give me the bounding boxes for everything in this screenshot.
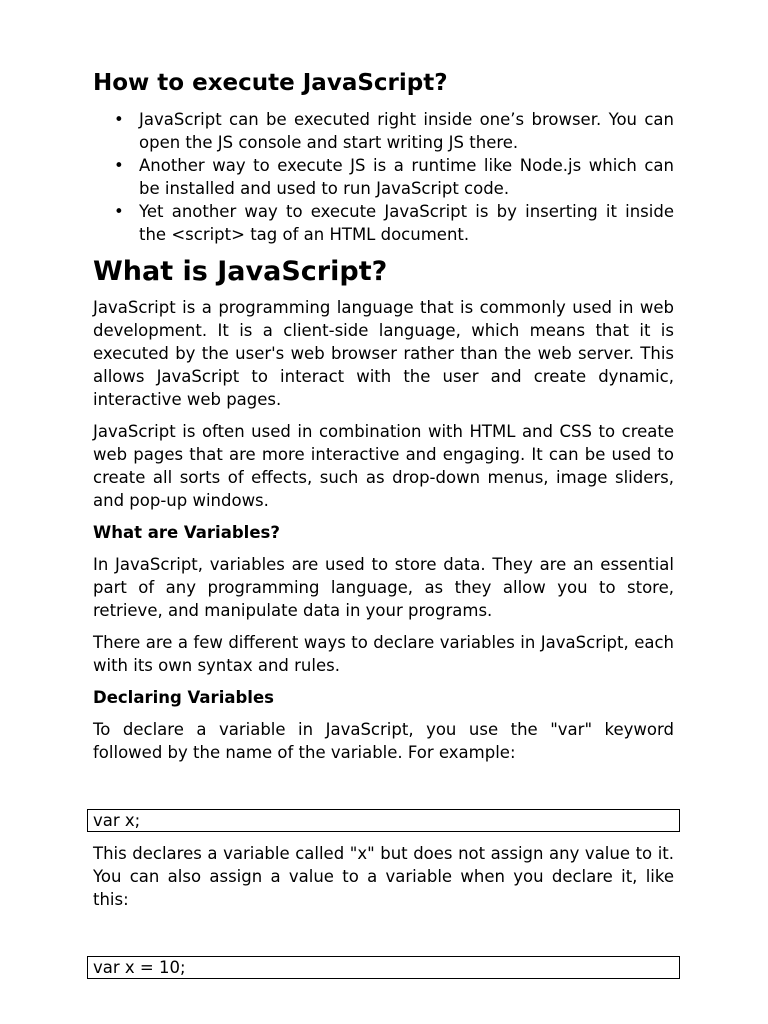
- bullet-icon: •: [114, 110, 124, 129]
- document-page: [93, 66, 674, 989]
- paragraph-variables-2: There are a few different ways to declare variables in JavaScript, each with its own syntax and rules.: [93, 633, 674, 675]
- heading-declaring-variables: Declaring Variables: [93, 688, 274, 707]
- paragraph-declaring-explain: This declares a variable called "x" but does not assign any value to it. You can also assign a value to a variable when you declare it, like this:: [93, 844, 674, 909]
- paragraph-variables-1: In JavaScript, variables are used to store data. They are an essential part of any programming language, as they allow you to store, retrieve, and manipulate data in your programs.: [93, 555, 674, 620]
- paragraph-declaring-intro: To declare a variable in JavaScript, you use the "var" keyword followed by the name of the variable. For example:: [93, 720, 674, 762]
- list-item: [93, 154, 674, 200]
- paragraph-what-is-2: JavaScript is often used in combination with HTML and CSS to create web pages that are more interactive and engaging. It can be used to create all sorts of effects, such as drop-down menus, image sliders, and pop-up windows.: [93, 422, 674, 510]
- heading-what-is-javascript: What is JavaScript?: [93, 256, 388, 287]
- list-item: [93, 200, 674, 246]
- bullet-icon: •: [114, 156, 124, 175]
- heading-how-to-execute: How to execute JavaScript?: [93, 70, 448, 96]
- bullet-icon: •: [114, 202, 124, 221]
- execute-bullet-list: [93, 108, 674, 246]
- paragraph-what-is-1: JavaScript is a programming language that is commonly used in web development. It is a client-side language, which means that it is executed by the user's web browser rather than the web server. This allows JavaScript to interact with the user and create dynamic, interactive web pages.: [93, 298, 674, 409]
- bullet-text: JavaScript can be executed right inside one’s browser. You can open the JS console and start writing JS there.: [139, 110, 674, 152]
- list-item: [93, 108, 674, 154]
- heading-what-are-variables: What are Variables?: [93, 523, 280, 542]
- bullet-text: Another way to execute JS is a runtime like Node.js which can be installed and used to run JavaScript code.: [139, 156, 674, 198]
- code-block-var-x-10: var x = 10;: [87, 956, 680, 979]
- code-block-var-x: var x;: [87, 809, 680, 832]
- bullet-text: Yet another way to execute JavaScript is by inserting it inside the <script> tag of an HTML document.: [139, 202, 674, 244]
